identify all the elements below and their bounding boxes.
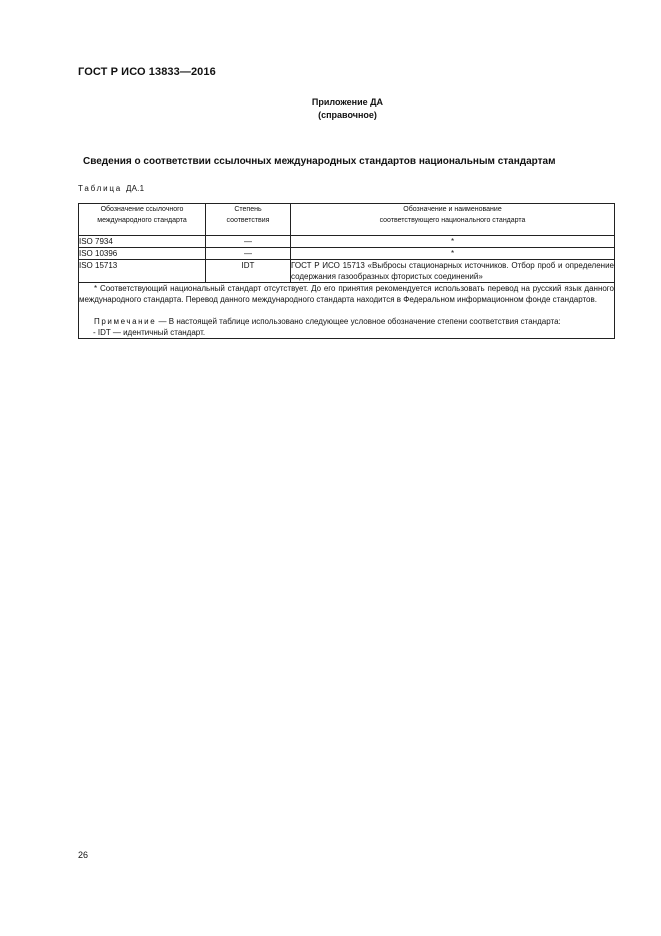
page-number: 26: [78, 850, 89, 860]
cell-national: ГОСТ Р ИСО 15713 «Выбросы стационарных источников. Отбор проб и определение содержания газообразных фтористых соединений»: [291, 261, 614, 281]
table-row: [79, 260, 615, 283]
cell-standard: ISO 15713: [79, 260, 206, 283]
cell-degree: —: [206, 248, 291, 260]
header-col2-line1: Степень: [234, 206, 262, 213]
appendix-subtitle: (справочное): [318, 110, 377, 120]
cell-degree: —: [206, 236, 291, 248]
note-item: - IDT — идентичный стандарт.: [93, 328, 206, 337]
cell-degree: IDT: [206, 260, 291, 283]
table-caption-prefix: Таблица: [78, 184, 122, 193]
header-degree: [206, 204, 291, 236]
table-footnote: * Соответствующий национальный стандарт отсутствует. До его принятия рекомендуется использовать перевод на русский язык данного международного стандарта. Перевод данного международного стандарта находится в Федеральном информационном фонде стандартов.: [79, 284, 614, 304]
header-col1-line2: международного стандарта: [97, 217, 187, 224]
cell-standard: ISO 7934: [79, 236, 206, 248]
header-international-standard: [79, 204, 206, 236]
appendix-heading: [0, 96, 661, 122]
table-row: [79, 248, 615, 260]
standard-header: ГОСТ Р ИСО 13833—2016: [78, 66, 216, 78]
table-note: [79, 316, 614, 327]
appendix-title: Приложение ДА: [311, 97, 384, 107]
note-text: — В настоящей таблице использовано следующее условное обозначение степени соответствия стандарта:: [156, 317, 561, 326]
header-col3-line2: соответствующего национального стандарта: [379, 217, 526, 224]
header-col1-line1: Обозначение ссылочного: [100, 206, 184, 213]
table-notes-row: [79, 283, 615, 339]
table-notes: [79, 283, 615, 339]
cell-standard: ISO 10396: [79, 248, 206, 260]
header-col3-line1: Обозначение и наименование: [403, 206, 502, 213]
table-header-row: [79, 204, 615, 236]
table-row: [79, 236, 615, 248]
table-caption: [78, 184, 144, 193]
cell-national: *: [291, 248, 615, 260]
document-title: Сведения о соответствии ссылочных международных стандартов национальным стандартам: [83, 156, 556, 167]
note-label: Примечание: [94, 317, 157, 326]
header-col2-line2: соответствия: [226, 217, 270, 224]
table-caption-number: ДА.1: [126, 184, 145, 193]
reference-table: [78, 203, 615, 339]
header-national-standard: [291, 204, 615, 236]
cell-national: *: [291, 236, 615, 248]
